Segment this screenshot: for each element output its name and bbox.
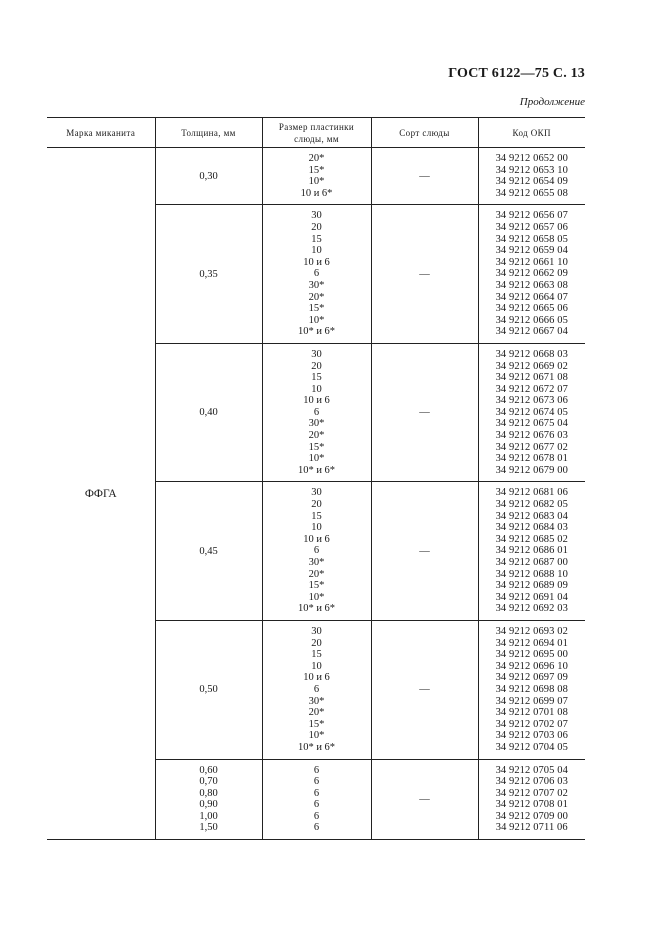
okp-code-value: 34 9212 0667 04: [495, 326, 568, 338]
plate-size-value: 10 и 6: [303, 533, 330, 545]
okp-code-value: 34 9212 0689 09: [495, 580, 568, 592]
mica-sort-cell: —: [371, 759, 478, 840]
plate-size-value: 15*: [308, 441, 325, 453]
plate-size-value: 10 и 6: [303, 256, 330, 268]
plate-size-cell: [262, 205, 371, 344]
plate-size-value: 6: [313, 810, 320, 822]
okp-code-value: 34 9212 0665 06: [495, 303, 568, 315]
thickness-cell: 0,45: [155, 482, 262, 621]
okp-code-value: 34 9212 0709 00: [495, 810, 568, 822]
okp-code-value: 34 9212 0661 10: [495, 256, 568, 268]
okp-code-cell: [478, 482, 585, 621]
plate-size-value: 10*: [308, 176, 325, 188]
plate-size-value: 20: [311, 499, 322, 511]
okp-code-value: 34 9212 0691 04: [495, 591, 568, 603]
okp-code-value: 34 9212 0684 03: [495, 522, 568, 534]
plate-size-value: 10 и 6*: [300, 187, 333, 199]
plate-size-value: 10* и 6*: [297, 464, 336, 476]
okp-code-cell: [478, 620, 585, 759]
plate-size-value: 30: [311, 348, 322, 360]
plate-size-value: 10: [311, 660, 322, 672]
okp-code-value: 34 9212 0655 08: [495, 187, 568, 199]
table-header: [47, 118, 585, 148]
plate-size-value: 6: [313, 799, 320, 811]
okp-code-value: 34 9212 0676 03: [495, 430, 568, 442]
table-header-row: [47, 118, 585, 148]
plate-size-cell: [262, 148, 371, 205]
okp-code-value: 34 9212 0672 07: [495, 383, 568, 395]
mica-sort-cell: —: [371, 148, 478, 205]
plate-size-value: 20: [311, 637, 322, 649]
plate-size-value: 15*: [308, 718, 325, 730]
column-header-mica-sort: Сорт слюды: [371, 118, 478, 148]
plate-size-value: 6: [313, 776, 320, 788]
okp-code-value: 34 9212 0652 00: [495, 153, 568, 164]
plate-size-value: 20*: [308, 153, 325, 164]
plate-size-value: 20*: [308, 568, 325, 580]
mica-sort-cell: —: [371, 482, 478, 621]
okp-code-value: 34 9212 0663 08: [495, 279, 568, 291]
plate-size-cell: [262, 620, 371, 759]
okp-code-value: 34 9212 0673 06: [495, 395, 568, 407]
table-body: [47, 148, 585, 840]
plate-size-value: 10*: [308, 730, 325, 742]
plate-size-value: 10: [311, 383, 322, 395]
column-header-grade: Марка миканита: [47, 118, 155, 148]
specification-table: [47, 117, 585, 840]
okp-code-value: 34 9212 0679 00: [495, 464, 568, 476]
column-header-okp-code: Код ОКП: [478, 118, 585, 148]
okp-code-cell: [478, 205, 585, 344]
okp-code-value: 34 9212 0669 02: [495, 360, 568, 372]
okp-code-value: 34 9212 0668 03: [495, 348, 568, 360]
okp-code-value: 34 9212 0666 05: [495, 314, 568, 326]
plate-size-value: 30*: [308, 418, 325, 430]
plate-size-value: 15: [311, 510, 322, 522]
table-row: [47, 148, 585, 205]
okp-code-value: 34 9212 0695 00: [495, 649, 568, 661]
plate-size-cell: [262, 759, 371, 840]
plate-size-value: 15: [311, 649, 322, 661]
okp-code-cell: [478, 343, 585, 482]
plate-size-value: 30*: [308, 557, 325, 568]
okp-code-value: 34 9212 0703 06: [495, 730, 568, 742]
thickness-cell: 0,50: [155, 620, 262, 759]
thickness-cell: 0,35: [155, 205, 262, 344]
okp-code-cell: [478, 148, 585, 205]
column-header-plate-size: Размер пластинки слюды, мм: [262, 118, 371, 148]
plate-size-value: 15: [311, 233, 322, 245]
okp-code-value: 34 9212 0688 10: [495, 568, 568, 580]
plate-size-value: 6: [313, 764, 320, 776]
okp-code-value: 34 9212 0674 05: [495, 406, 568, 418]
okp-code-value: 34 9212 0671 08: [495, 372, 568, 384]
okp-code-value: 34 9212 0692 03: [495, 603, 568, 615]
plate-size-cell: [262, 343, 371, 482]
plate-size-cell: [262, 482, 371, 621]
thickness-cell: 0,30: [155, 148, 262, 205]
thickness-value: 1,00: [199, 810, 218, 822]
okp-code-value: 34 9212 0707 02: [495, 787, 568, 799]
okp-code-value: 34 9212 0664 07: [495, 291, 568, 303]
plate-size-value: 30: [311, 625, 322, 637]
plate-size-value: 10* и 6*: [297, 326, 336, 338]
okp-code-value: 34 9212 0681 06: [495, 487, 568, 499]
page-header: ГОСТ 6122—75 С. 13: [448, 66, 585, 81]
plate-size-value: 30: [311, 487, 322, 499]
plate-size-value: 30*: [308, 695, 325, 707]
plate-size-value: 30*: [308, 279, 325, 291]
okp-code-value: 34 9212 0701 08: [495, 707, 568, 719]
mica-sort-cell: —: [371, 620, 478, 759]
plate-size-value: 10*: [308, 453, 325, 465]
plate-size-value: 20: [311, 360, 322, 372]
continuation-label: Продолжение: [519, 96, 585, 108]
okp-code-value: 34 9212 0653 10: [495, 164, 568, 176]
plate-size-value: 20: [311, 221, 322, 233]
okp-code-value: 34 9212 0705 04: [495, 764, 568, 776]
okp-code-value: 34 9212 0706 03: [495, 776, 568, 788]
plate-size-value: 10 и 6: [303, 395, 330, 407]
plate-size-value: 20*: [308, 291, 325, 303]
plate-size-value: 6: [313, 822, 320, 834]
okp-code-value: 34 9212 0662 09: [495, 268, 568, 280]
plate-size-value: 10 и 6: [303, 672, 330, 684]
plate-size-value: 30: [311, 210, 322, 222]
plate-size-value: 10: [311, 245, 322, 257]
okp-code-value: 34 9212 0683 04: [495, 510, 568, 522]
okp-code-value: 34 9212 0687 00: [495, 557, 568, 568]
plate-size-value: 10*: [308, 314, 325, 326]
plate-size-value: 10* и 6*: [297, 603, 336, 615]
thickness-value: 0,80: [199, 787, 218, 799]
plate-size-value: 15*: [308, 580, 325, 592]
plate-size-value: 6: [313, 683, 320, 695]
column-header-thickness: Толщина, мм: [155, 118, 262, 148]
okp-code-value: 34 9212 0699 07: [495, 695, 568, 707]
okp-code-value: 34 9212 0696 10: [495, 660, 568, 672]
okp-code-value: 34 9212 0678 01: [495, 453, 568, 465]
plate-size-value: 6: [313, 787, 320, 799]
okp-code-value: 34 9212 0654 09: [495, 176, 568, 188]
thickness-value: 0,90: [199, 799, 218, 811]
okp-code-value: 34 9212 0711 06: [495, 822, 568, 834]
okp-code-value: 34 9212 0697 09: [495, 672, 568, 684]
plate-size-value: 15: [311, 372, 322, 384]
thickness-value: 0,60: [199, 764, 218, 776]
thickness-cell: [155, 759, 262, 840]
okp-code-value: 34 9212 0677 02: [495, 441, 568, 453]
okp-code-cell: [478, 759, 585, 840]
okp-code-value: 34 9212 0675 04: [495, 418, 568, 430]
plate-size-value: 15*: [308, 303, 325, 315]
okp-code-value: 34 9212 0704 05: [495, 741, 568, 753]
okp-code-value: 34 9212 0657 06: [495, 221, 568, 233]
plate-size-value: 20*: [308, 430, 325, 442]
okp-code-value: 34 9212 0659 04: [495, 245, 568, 257]
mica-sort-cell: —: [371, 205, 478, 344]
mica-grade-cell: ФФГА: [47, 148, 155, 840]
thickness-value: 1,50: [199, 822, 218, 834]
okp-code-value: 34 9212 0686 01: [495, 545, 568, 557]
thickness-cell: 0,40: [155, 343, 262, 482]
okp-code-value: 34 9212 0698 08: [495, 683, 568, 695]
okp-code-value: 34 9212 0694 01: [495, 637, 568, 649]
plate-size-value: 6: [313, 545, 320, 557]
okp-code-value: 34 9212 0682 05: [495, 499, 568, 511]
plate-size-value: 6: [313, 406, 320, 418]
plate-size-value: 10*: [308, 591, 325, 603]
plate-size-value: 10* и 6*: [297, 741, 336, 753]
plate-size-value: 20*: [308, 707, 325, 719]
thickness-value: 0,70: [199, 776, 218, 788]
plate-size-value: 10: [311, 522, 322, 534]
okp-code-value: 34 9212 0708 01: [495, 799, 568, 811]
okp-code-value: 34 9212 0658 05: [495, 233, 568, 245]
okp-code-value: 34 9212 0685 02: [495, 533, 568, 545]
okp-code-value: 34 9212 0656 07: [495, 210, 568, 222]
okp-code-value: 34 9212 0693 02: [495, 625, 568, 637]
okp-code-value: 34 9212 0702 07: [495, 718, 568, 730]
plate-size-value: 15*: [308, 164, 325, 176]
mica-sort-cell: —: [371, 343, 478, 482]
plate-size-value: 6: [313, 268, 320, 280]
